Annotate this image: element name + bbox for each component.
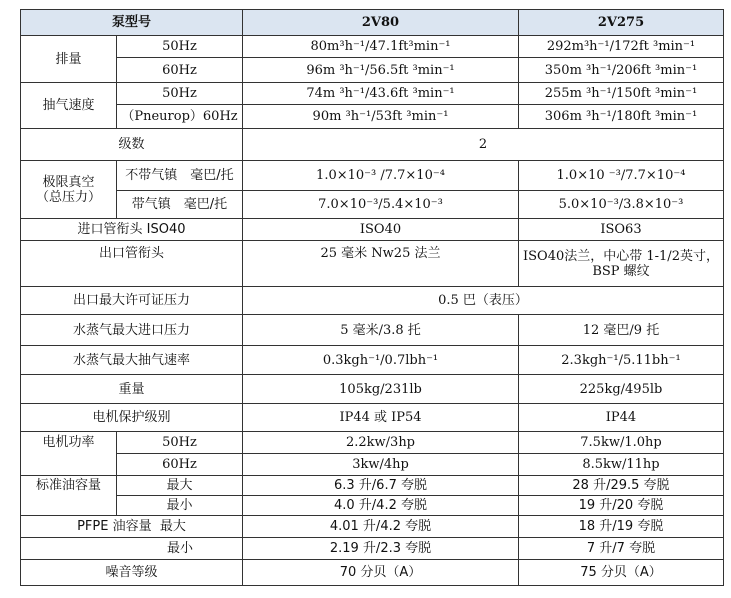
header-model-b: 2V275 — [519, 10, 724, 36]
table-row — [21, 375, 724, 404]
ultimate-vacuum-label — [21, 161, 117, 219]
with-ballast-b: 5.0×10⁻³/3.8×10⁻³ — [519, 191, 724, 219]
noise-b: 75 分贝（A） — [519, 560, 724, 586]
oil-capacity-min-b: 19 升/20 夸脱 — [519, 496, 724, 516]
motor-power-50hz-a: 2.2kw/3hp — [243, 432, 519, 454]
with-ballast-label: 带气镇 毫巴/托 — [117, 191, 243, 219]
motor-power-60hz-a: 3kw/4hp — [243, 454, 519, 476]
outlet-b — [519, 241, 724, 287]
no-ballast-b: 1.0×10 ⁻³/7.7×10⁻⁴ — [519, 161, 724, 191]
stages-value: 2 — [243, 129, 724, 161]
water-vapor-inlet-a: 5 毫米/3.8 托 — [243, 315, 519, 346]
weight-label: 重量 — [21, 375, 243, 404]
displacement-50hz-b: 292m³h⁻¹/172ft ³min⁻¹ — [519, 36, 724, 58]
displacement-50hz-freq: 50Hz — [117, 36, 243, 58]
pumping-speed-50hz-a: 74m ³h⁻¹/43.6ft ³min⁻¹ — [243, 83, 519, 105]
weight-b: 225kg/495lb — [519, 375, 724, 404]
noise-label: 噪音等级 — [21, 560, 243, 586]
max-outlet-pressure-value: 0.5 巴（表压） — [243, 287, 724, 315]
weight-a: 105kg/231lb — [243, 375, 519, 404]
motor-protection-b: IP44 — [519, 404, 724, 432]
header-row — [21, 10, 724, 36]
table-row — [21, 404, 724, 432]
pumping-speed-60hz-b: 306m ³h⁻¹/180ft ³min⁻¹ — [519, 105, 724, 129]
water-vapor-inlet-label: 水蒸气最大进口压力 — [21, 315, 243, 346]
pumping-speed-50hz-b: 255m ³h⁻¹/150ft ³min⁻¹ — [519, 83, 724, 105]
oil-capacity-max-b: 28 升/29.5 夸脱 — [519, 476, 724, 496]
oil-capacity-min-label: 最小 — [117, 496, 243, 516]
motor-power-label: 电机功率 — [21, 432, 117, 476]
noise-a: 70 分贝（A） — [243, 560, 519, 586]
table-row — [21, 476, 724, 496]
water-vapor-rate-b: 2.3kgh⁻¹/5.11bh⁻¹ — [519, 346, 724, 375]
pumping-speed-60hz-freq: （Pneurop）60Hz — [117, 105, 243, 129]
oil-capacity-max-a: 6.3 升/6.7 夸脱 — [243, 476, 519, 496]
table-row — [21, 191, 724, 219]
pumping-speed-50hz-freq: 50Hz — [117, 83, 243, 105]
table-row — [21, 36, 724, 58]
no-ballast-label: 不带气镇 毫巴/托 — [117, 161, 243, 191]
pump-spec-table — [20, 9, 724, 586]
water-vapor-rate-a: 0.3kgh⁻¹/0.7lbh⁻¹ — [243, 346, 519, 375]
outlet-a: 25 毫米 Nw25 法兰 — [243, 241, 519, 287]
ultimate-vacuum-label-line2: （总压力） — [35, 189, 101, 205]
oil-capacity-max-label: 最大 — [117, 476, 243, 496]
pfpe-max-a: 4.01 升/4.2 夸脱 — [243, 516, 519, 538]
inlet-b: ISO63 — [519, 219, 724, 241]
pfpe-max-cell — [21, 516, 243, 538]
inlet-a: ISO40 — [243, 219, 519, 241]
table-row — [21, 129, 724, 161]
table-row — [21, 161, 724, 191]
motor-protection-label: 电机保护级别 — [21, 404, 243, 432]
max-outlet-pressure-label: 出口最大许可证压力 — [21, 287, 243, 315]
table-row — [21, 105, 724, 129]
water-vapor-inlet-b: 12 毫巴/9 托 — [519, 315, 724, 346]
table-row — [21, 496, 724, 516]
oil-capacity-min-a: 4.0 升/4.2 夸脱 — [243, 496, 519, 516]
water-vapor-rate-label: 水蒸气最大抽气速率 — [21, 346, 243, 375]
table-row — [21, 83, 724, 105]
table-row — [21, 346, 724, 375]
table-row — [21, 538, 724, 560]
pfpe-min-a: 2.19 升/2.3 夸脱 — [243, 538, 519, 560]
pfpe-oil-label: PFPE 油容量 — [77, 519, 152, 534]
displacement-60hz-b: 350m ³h⁻¹/206ft ³min⁻¹ — [519, 58, 724, 83]
motor-power-60hz-b: 8.5kw/11hp — [519, 454, 724, 476]
table-row — [21, 516, 724, 538]
motor-power-60hz-freq: 60Hz — [117, 454, 243, 476]
table-row — [21, 219, 724, 241]
pumping-speed-label: 抽气速度 — [21, 83, 117, 129]
pfpe-max-b: 18 升/19 夸脱 — [519, 516, 724, 538]
pumping-speed-60hz-a: 90m ³h⁻¹/53ft ³min⁻¹ — [243, 105, 519, 129]
with-ballast-a: 7.0×10⁻³/5.4×10⁻³ — [243, 191, 519, 219]
table-row — [21, 560, 724, 586]
displacement-60hz-a: 96m ³h⁻¹/56.5ft ³min⁻¹ — [243, 58, 519, 83]
table-row — [21, 287, 724, 315]
inlet-label: 进口管衔头 ISO40 — [21, 219, 243, 241]
motor-power-50hz-b: 7.5kw/1.0hp — [519, 432, 724, 454]
pfpe-max-label: 最大 — [159, 519, 186, 534]
motor-power-50hz-freq: 50Hz — [117, 432, 243, 454]
outlet-b-line1: ISO40法兰，中心带 1-1/2英寸， — [523, 248, 719, 264]
motor-protection-a: IP44 或 IP54 — [243, 404, 519, 432]
displacement-50hz-a: 80m³h⁻¹/47.1ft³min⁻¹ — [243, 36, 519, 58]
table-row — [21, 58, 724, 83]
header-model-label: 泵型号 — [21, 10, 243, 36]
outlet-b-line2: BSP 螺纹 — [592, 263, 650, 279]
table-row — [21, 432, 724, 454]
ultimate-vacuum-label-line1: 极限真空 — [42, 174, 95, 190]
pfpe-min-label: 最小 — [21, 538, 243, 560]
displacement-label: 排量 — [21, 36, 117, 83]
displacement-60hz-freq: 60Hz — [117, 58, 243, 83]
no-ballast-a: 1.0×10⁻³ /7.7×10⁻⁴ — [243, 161, 519, 191]
stages-label: 级数 — [21, 129, 243, 161]
header-model-a: 2V80 — [243, 10, 519, 36]
table-row — [21, 454, 724, 476]
table-row — [21, 241, 724, 287]
oil-capacity-label: 标准油容量 — [21, 476, 117, 516]
pfpe-min-b: 7 升/7 夸脱 — [519, 538, 724, 560]
outlet-label: 出口管衔头 — [21, 241, 243, 287]
table-row — [21, 315, 724, 346]
